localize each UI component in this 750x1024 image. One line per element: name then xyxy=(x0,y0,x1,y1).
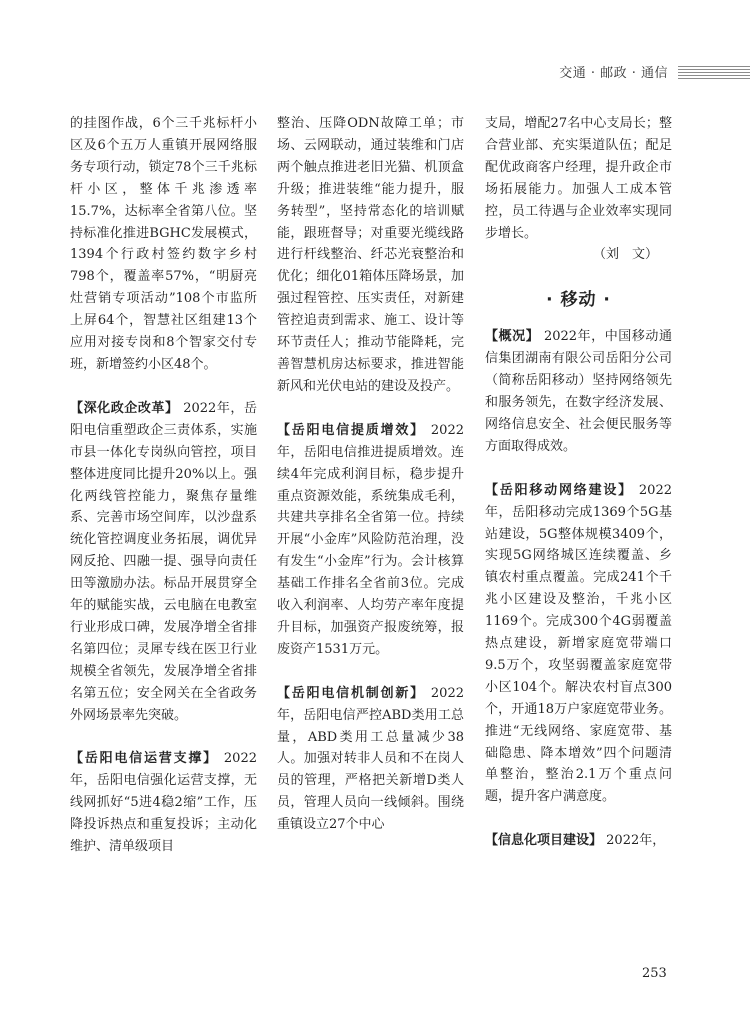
paragraph-body: 2022年，岳阳电信推进提质增效。连续4年完成利润目标，稳步提升重点资源效能，系统集成毛利，共建共享排名全省第一位。持续开展“小金库”风险防范治理，没有发生“小金库”行为。会计核算基础工作排名全省前3位。完成收入利润率、人均劳产率年度提升目标，加强资产报废统筹，报废资产1531万元。 xyxy=(277,422,464,657)
paragraph xyxy=(277,420,464,661)
author-credit: （刘 文） xyxy=(592,247,658,263)
page-number: 253 xyxy=(642,966,667,981)
paragraph-body: 2022年，岳阳电信严控ABD类用工总量，ABD类用工总量减少38人。加强对转非人员和不在岗人员的管理，严格把关新增D类人员，管理人员向一线倾斜。围绕重镇设立27个中心 xyxy=(277,685,464,833)
section-heading: 【岳阳移动网络建设】 xyxy=(485,482,633,498)
section-heading: 【岳阳电信运营支撑】 xyxy=(70,751,218,767)
header-decorative-rule xyxy=(678,66,750,80)
text-column-1 xyxy=(70,113,257,858)
section-title: · 移动 · xyxy=(546,290,611,311)
text-column-3 xyxy=(485,113,672,852)
paragraph xyxy=(485,326,672,457)
paragraph-body: 2022年，岳阳电信强化运营支撑，无线网抓好“5进4稳2缩”工作，压降投诉热点和重复投诉；主动化维护、清单级项目 xyxy=(70,751,257,855)
section-heading: 【岳阳电信提质增效】 xyxy=(277,422,425,438)
paragraph-body: 2022年，中国移动通信集团湖南有限公司岳阳分公司（简称岳阳移动）坚持网络领先和服务领先，在数字经济发展、网络信息安全、社会便民服务等方面取得成效。 xyxy=(485,329,672,454)
paragraph xyxy=(485,480,672,809)
section-heading: 【概况】 xyxy=(485,329,540,345)
paragraph xyxy=(70,748,257,858)
section-heading: 【信息化项目建设】 xyxy=(485,833,603,849)
section-heading: 【深化政企改革】 xyxy=(70,400,179,416)
paragraph xyxy=(277,683,464,836)
paragraph: 支局，增配27名中心支局长；整合营业部、充实渠道队伍；配足配优政商客户经理，提升政企市场拓展能力。加强人工成本管控，员工待遇与企业效率实现同步增长。 xyxy=(485,116,672,241)
paragraph-body: 2022年，岳阳移动完成1369个5G基站建设，5G整体规模3409个，实现5G网络城区连续覆盖、乡镇农村重点覆盖。完成241个千兆小区建设及整治，千兆小区1169个。完成300个4G弱覆盖热点建设，新增家庭宽带端口9.5万个，攻坚弱覆盖家庭宽带小区104个。解决农村盲点300个，开通18万户家庭宽带业务。推进“无线网络、家庭宽带、基础隐患、降本增效”四个问题清单整治，整治2.1万个重点问题，提升客户满意度。 xyxy=(485,482,672,805)
section-heading: 【岳阳电信机制创新】 xyxy=(277,685,425,701)
paragraph-body: 2022年， xyxy=(606,833,666,849)
paragraph: 的挂图作战，6个三千兆标杆小区及6个五万人重镇开展网络服务专项行动，锁定78个三千兆标杆小区，整体千兆渗透率15.7%，达标率全省第八位。坚持标准化推进BGHC发展模式，1394个行政村签约数字乡村798个，覆盖率57%，“明厨亮灶营销专项活动”108个市监所上屏64个，智慧社区组建13个应用对接专岗和8个智家交付专班，新增签约小区48个。 xyxy=(70,116,257,372)
text-column-2 xyxy=(277,113,464,836)
running-header: 交通 · 邮政 · 通信 xyxy=(559,66,668,81)
paragraph-body: 2022年，岳阳电信重塑政企三责体系，实施市县一体化专岗纵向管控，项目整体进度同比提升20%以上。强化两线管控能力，聚焦存量维系、完善市场空间库，以沙盘系统化管控调度业务拓展，调优异网反抢、四融一提、强导向责任田等激励办法。标品开展贯穿全年的赋能实战，云电脑在电教室行业形成口碑，发展净增全省排名第四位；灵犀专线在医卫行业规模全省领先，发展净增全省排名第五位；安全网关在全省政务外网场景率先突破。 xyxy=(70,400,257,723)
paragraph xyxy=(70,398,257,727)
paragraph: 整治、压降ODN故障工单；市场、云网联动，通过装维和门店两个触点推进老旧光猫、机顶盒升级；推进装维“能力提升，服务转型”，坚持常态化的培训赋能，跟班督导；对重要光缆线路进行杆线整治、纤芯光衰整治和优化；细化01箱体压降场景，加强过程管控、压实责任，对新建管控追责到需求、施工、设计等环节责任人；推动节能降耗，完善智慧机房达标要求，推进智能新风和光伏电站的建设及投产。 xyxy=(277,116,464,394)
paragraph xyxy=(485,830,672,852)
